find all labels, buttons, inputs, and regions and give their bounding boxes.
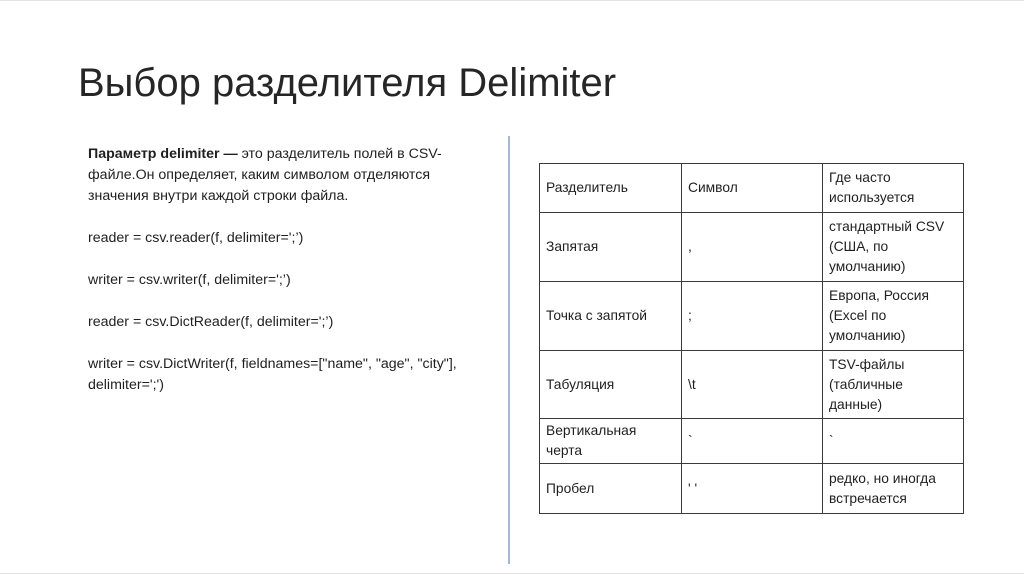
table-cell: ; [682, 282, 823, 351]
table-cell: ` [823, 419, 964, 464]
table-cell: Вертикальная черта [540, 419, 682, 464]
table-cell: , [682, 213, 823, 282]
code-line-dictreader: reader = csv.DictReader(f, delimiter=';’) [88, 314, 334, 330]
header-cell-usage: Где часто используется [823, 164, 964, 213]
intro-paragraph [88, 144, 478, 207]
intro-lead-bold: Параметр delimiter — [88, 146, 238, 162]
table-cell: Табуляция [540, 351, 682, 419]
table-cell: ' ' [682, 464, 823, 514]
table-cell: стандартный CSV (США, по умолчанию) [823, 213, 964, 282]
table-cell: ` [682, 419, 823, 464]
code-line-dictwriter: writer = csv.DictWriter(f, fieldnames=["name", "age", "city"], delimiter=';') [88, 356, 457, 393]
table-cell: Точка с запятой [540, 282, 682, 351]
vertical-divider [508, 136, 510, 564]
table-cell: TSV-файлы (табличные данные) [823, 351, 964, 419]
table-row [540, 351, 964, 419]
code-line-reader: reader = csv.reader(f, delimiter=';’) [88, 230, 304, 246]
header-cell-delimiter: Разделитель [540, 164, 682, 213]
spacer [88, 291, 478, 312]
table-row [540, 213, 964, 282]
code-line-writer: writer = csv.writer(f, delimiter=';’) [88, 272, 291, 288]
left-text-block [88, 144, 478, 396]
intro-lead-rest: это разделитель полей в CSV-файле.Он определяет, каким символом отделяются значения внутри каждой строки файла. [88, 146, 442, 204]
spacer [88, 249, 478, 270]
table-row [540, 282, 964, 351]
spacer [88, 207, 478, 228]
table-cell: редко, но иногда встречается [823, 464, 964, 514]
table-cell: Пробел [540, 464, 682, 514]
delimiter-table [539, 163, 964, 514]
table-row [540, 464, 964, 514]
table-cell: Запятая [540, 213, 682, 282]
header-cell-symbol: Символ [682, 164, 823, 213]
table-row [540, 419, 964, 464]
table-header-row [540, 164, 964, 213]
table-cell: \t [682, 351, 823, 419]
spacer [88, 333, 478, 354]
slide-top-border [0, 0, 1024, 1]
slide-title: Выбор разделителя Delimiter [78, 61, 617, 105]
table-cell: Европа, Россия (Excel по умолчанию) [823, 282, 964, 351]
